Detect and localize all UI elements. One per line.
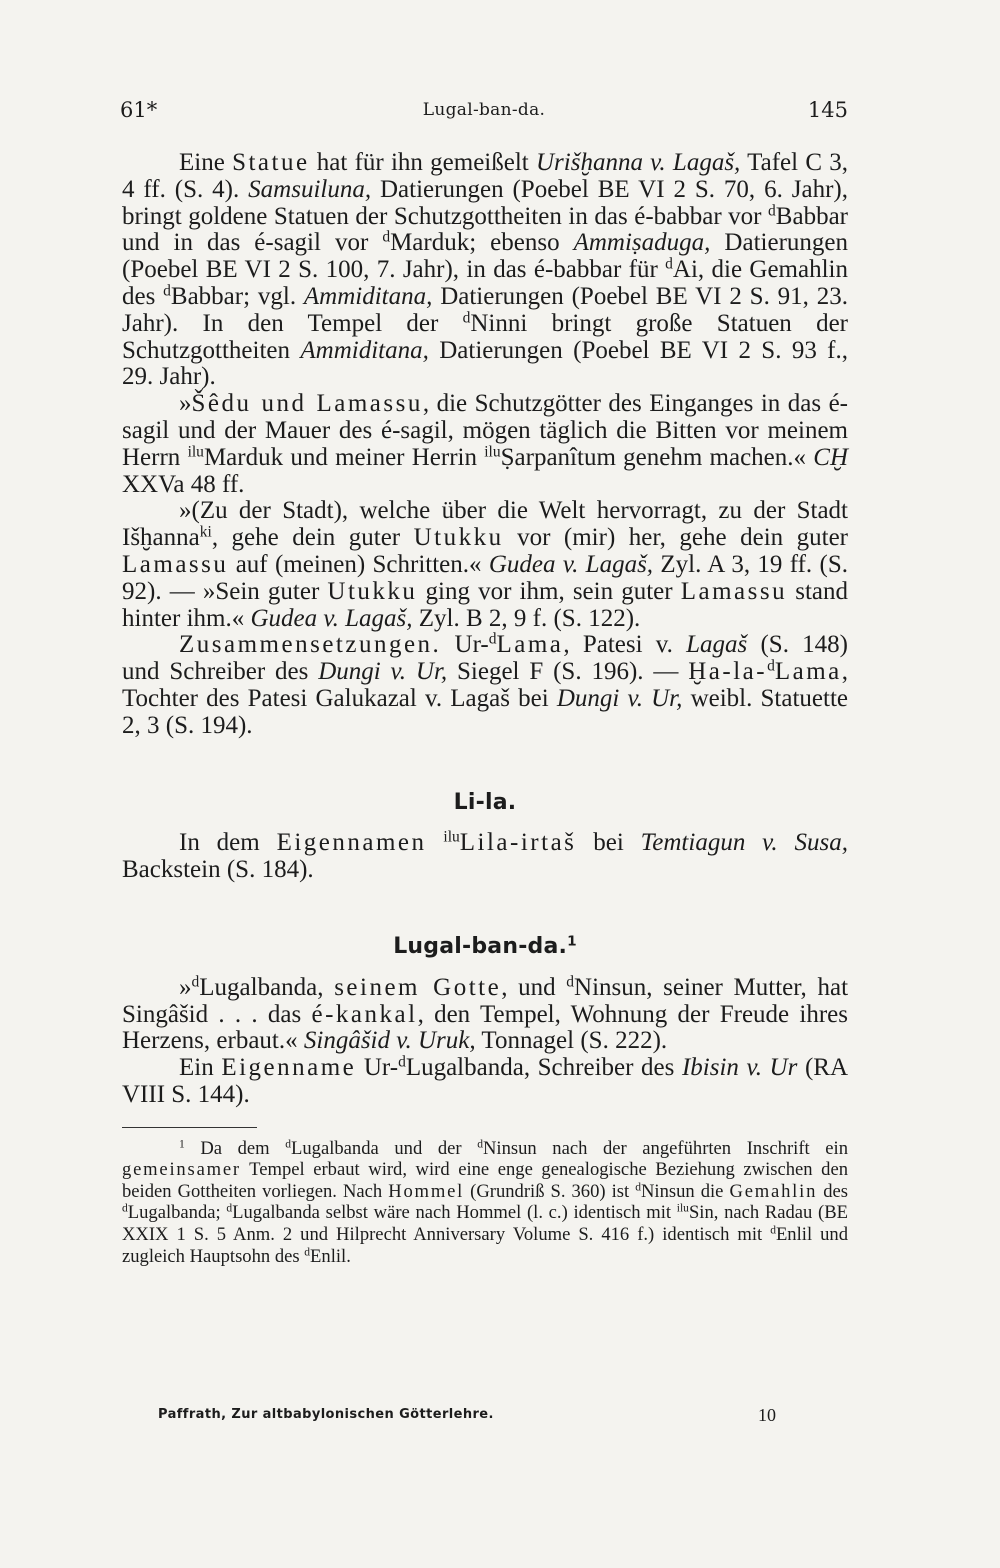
footnote: $^1$ Da dem $^d$Lugalbanda und der $^d$Ninsun nach der angeführten Inschrift ein gemeinsamer Tempel erbaut wird, wird eine enge genealogische Beziehung zwischen den beiden Gottheiten vorliegen. Nach Hommel (Grundriß S. 360) ist $^d$Ninsun die Gemahlin des $^d$Lugalbanda; $^d$Lugalbanda selbst wäre nach Hommel (l. c.) identisch mit $^{ilu}$Sin, nach Radau (BE XXIX 1 S. 5 Anm. 2 und Hilprecht Anniversary Volume S. 416 f.) identisch mit $^d$Enlil und zugleich Hauptsohn des $^d$Enlil.: [122, 1137, 849, 1267]
footnote-divider: [122, 1127, 257, 1128]
page-reference: 61*: [120, 98, 158, 122]
paragraph-statue: Eine Statue hat für ihn gemeißelt Urišḫanna v. Lagaš, Tafel C 3, 4 ff. (S. 4). Samsuiluna, Datierungen (Poebel BE VI 2 S. 70, 6. Jahr), bringt goldene Statuen der Schutzgottheiten in das é-babbar vor $^d$Babbar und in das é-sagil vor $^d$Marduk; ebenso Ammiṣaduga, Datierungen (Poebel BE VI 2 S. 100, 7. Jahr), in das é-babbar für $^d$Ai, die Gemahlin des $^d$Babbar; vgl. Ammiditana, Datierungen (Poebel BE VI 2 S. 91, 23. Jahr). In den Tempel der $^d$Ninni bringt große Statuen der Schutzgottheiten Ammiditana, Datierungen (Poebel BE VI 2 S. 93 f., 29. Jahr).: [122, 149, 848, 391]
running-title: Lugal-ban-da.: [422, 100, 546, 120]
footer-signature: Paffrath, Zur altbabylonischen Götterlehre.: [158, 1407, 494, 1422]
paragraph-sedu-lamassu: »Šêdu und Lamassu, die Schutzgötter des Einganges in das é-sagil und der Mauer des é-sagil, mögen täglich die Bitten vor meinem Herrn $^{ilu}$Marduk und meiner Herrin $^{ilu}$Ṣarpanîtum genehm machen.« CḪ XXVa 48 ff.: [122, 390, 849, 498]
main-text: [122, 150, 848, 1267]
paragraph-lugalbanda-quote: »$^d$Lugalbanda, seinem Gotte, und $^d$Ninsun, seiner Mutter, hat Singâšid . . . das é-kankal, den Tempel, Wohnung der Freude ihres Herzens, erbaut.« Singâšid v. Uruk, Tonnagel (S. 222).: [122, 973, 849, 1055]
paragraph-lila: In dem Eigennamen $^{ilu}$Lila-irtaš bei Temtiagun v. Susa, Backstein (S. 184).: [122, 828, 849, 884]
footnote-marker: 1: [567, 933, 577, 950]
section-heading-lugalbanda: Lugal-ban-da.$^1$: [393, 933, 577, 959]
section-heading-lila: Li-la.: [453, 789, 517, 815]
page-footer: [158, 1407, 798, 1431]
paragraph-zusammensetzungen: Zusammensetzungen. Ur-$^d$Lama, Patesi v. Lagaš (S. 148) und Schreiber des Dungi v. Ur, Siegel F (S. 196). — Ḫa-la-$^d$Lama, Tochter des Patesi Galukazal v. Lagaš bei Dungi v. Ur, weibl. Statuette 2, 3 (S. 194).: [122, 630, 848, 739]
page-header: [120, 98, 848, 130]
paragraph-utukku: »(Zu der Stadt), welche über die Welt hervorragt, zu der Stadt Išḫanna$^{ki}$, gehe dein guter Utukku vor (mir) her, gehe dein guter Lamassu auf (meinen) Schritten.« Gudea v. Lagaš, Zyl. A 3, 19 ff. (S. 92). — »Sein guter Utukku ging vor ihm, sein guter Lamassu stand hinter ihm.« Gudea v. Lagaš, Zyl. B 2, 9 f. (S. 122).: [122, 497, 848, 632]
page-number: 145: [807, 98, 848, 122]
paragraph-lugalbanda-name: Ein Eigenname Ur-$^d$Lugalbanda, Schreiber des Ibisin v. Ur (RA VIII S. 144).: [122, 1053, 848, 1108]
footer-sheet-number: 10: [758, 1405, 776, 1425]
